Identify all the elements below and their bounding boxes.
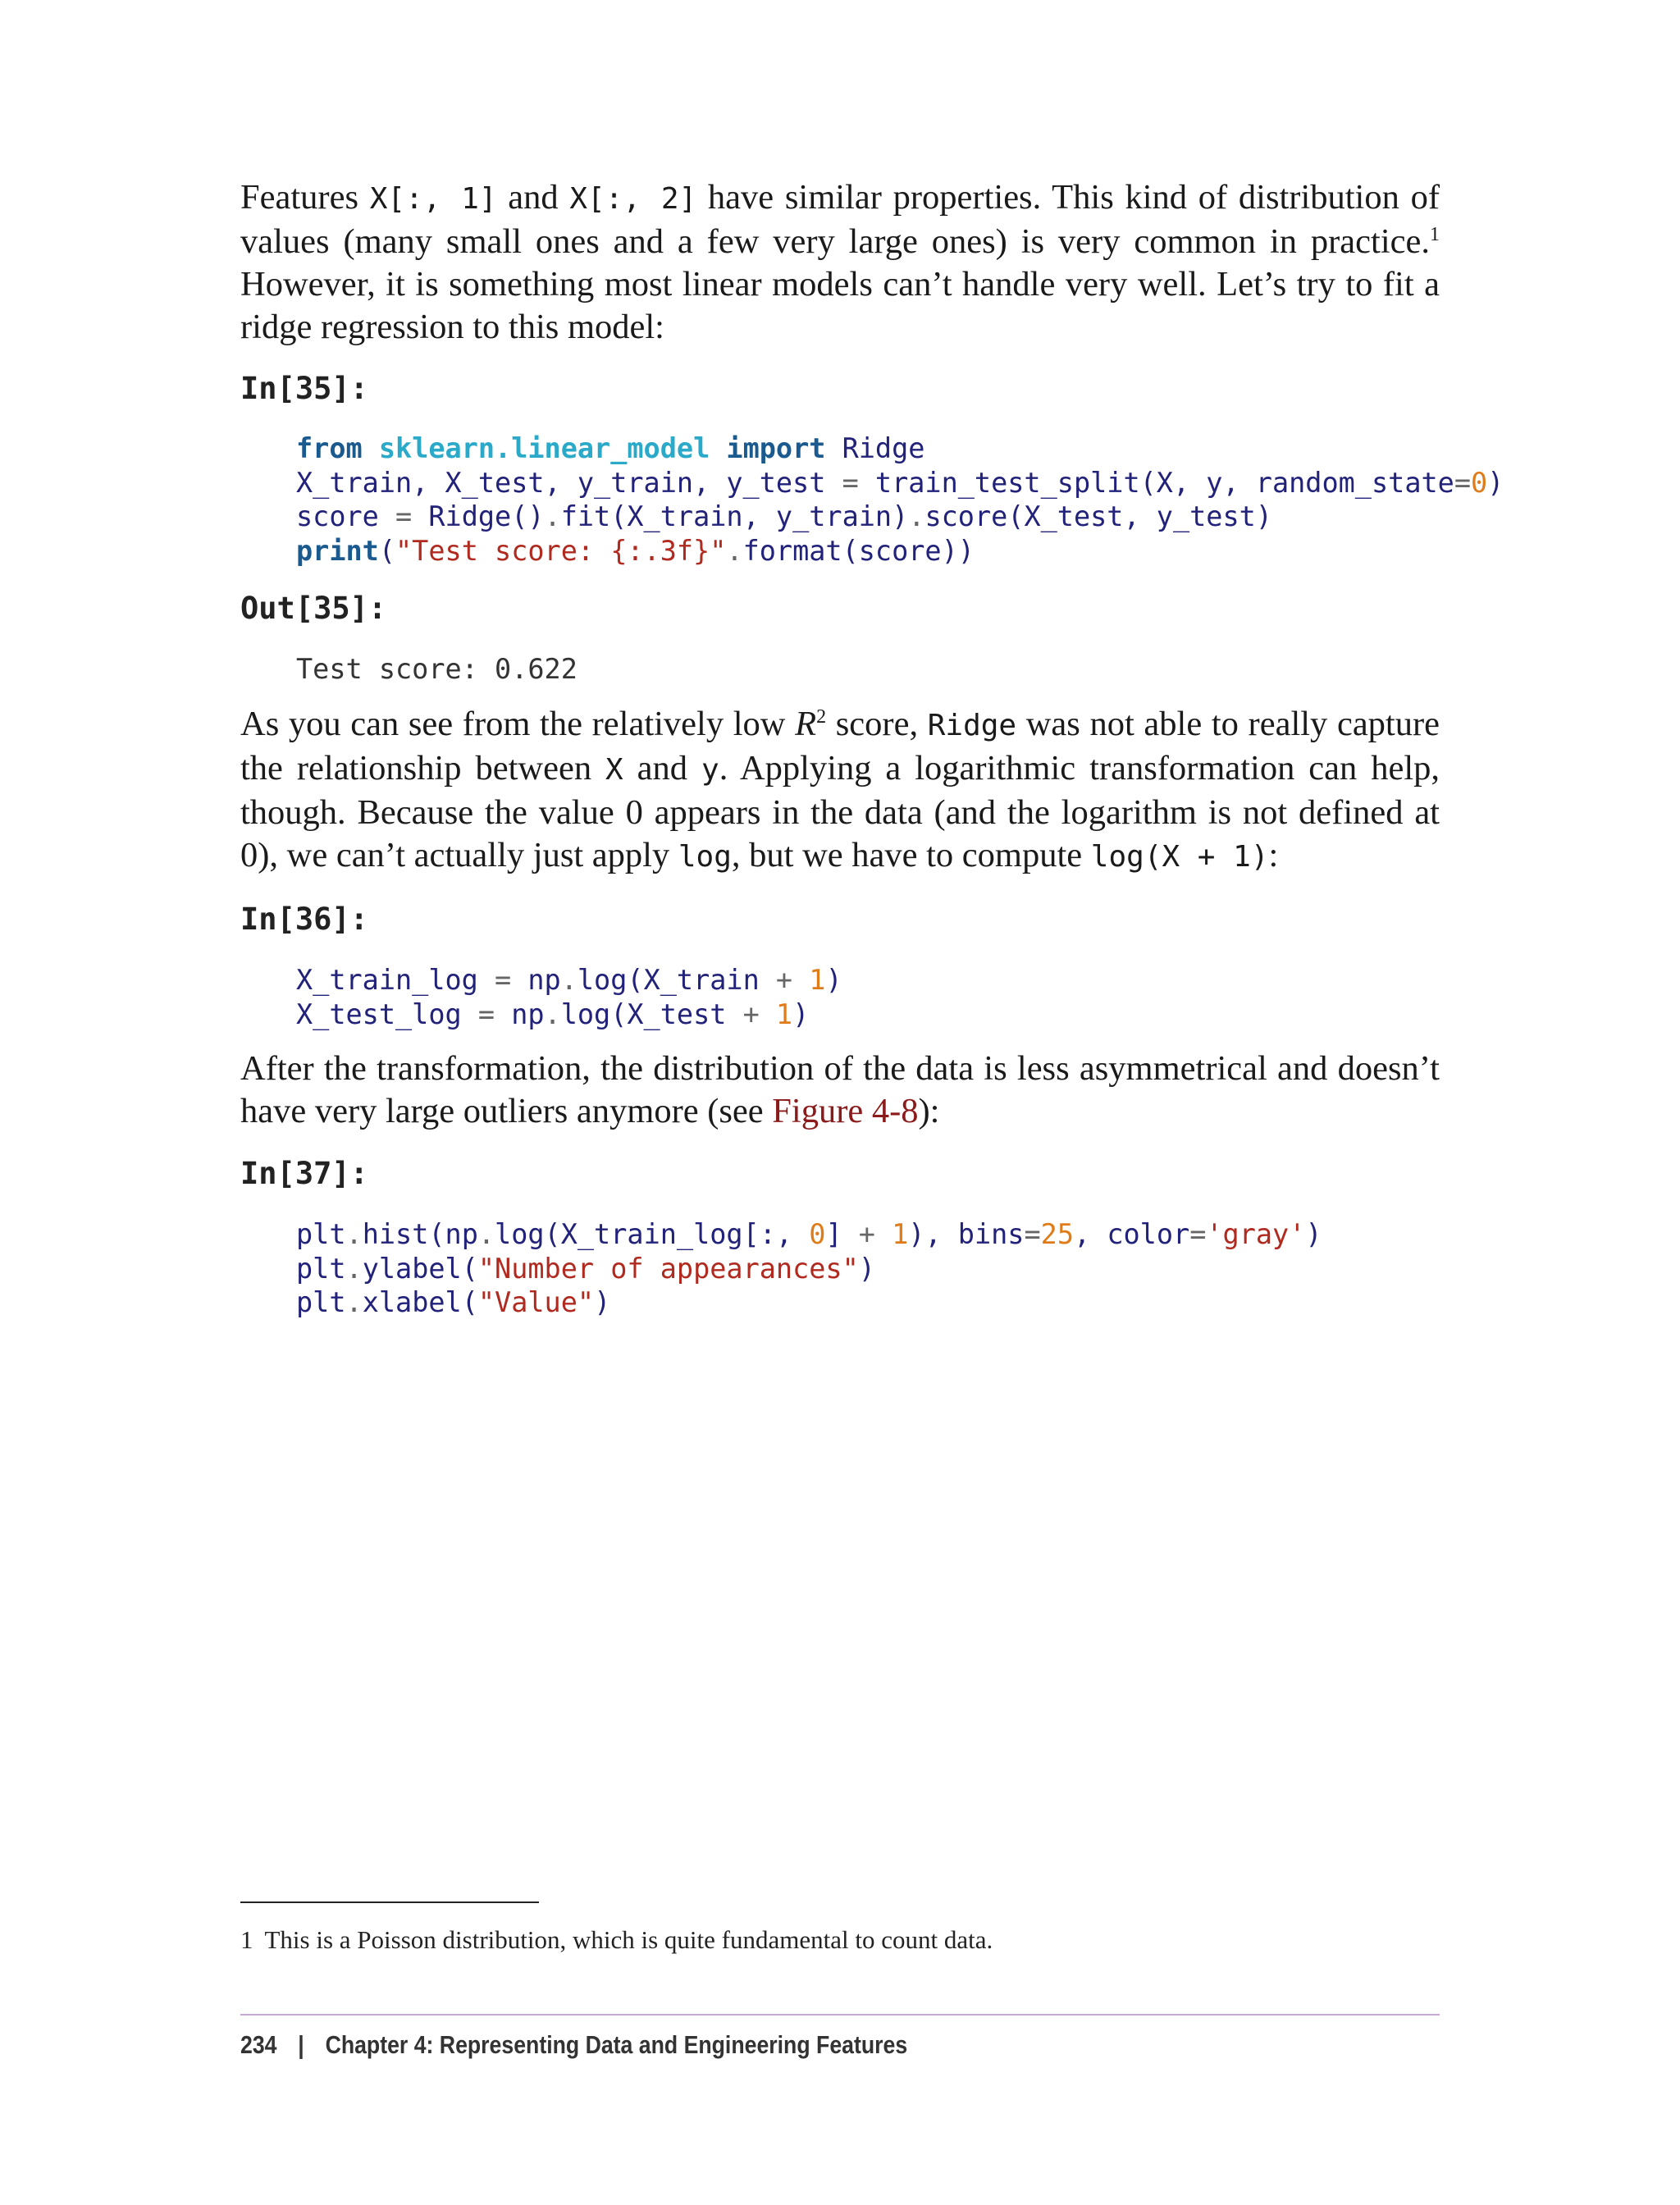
footnote-text: This is a Poisson distribution, which is quite fundamental to count data.	[264, 1925, 993, 1954]
text: Features	[240, 178, 370, 217]
inline-code: X	[605, 753, 623, 787]
code-line: plt.xlabel("Value")	[296, 1286, 611, 1318]
inline-code: X[:, 2]	[569, 182, 697, 216]
code-line: from sklearn.linear_model import Ridge	[296, 432, 925, 464]
paragraph-ridge-score: As you can see from the relatively low $R^2$ score, Ridge was not able to really capture the relationship between X and y. Applying a logarithmic transformation can help, though. Because the value 0 appears in the data (and the logarithm is not defined at 0), we can’t actually just apply log, but we have to compute log(X + 1):	[240, 705, 1440, 874]
paragraph-features	[240, 176, 1440, 349]
inline-code: X[:, 1]	[369, 182, 497, 216]
figure-link[interactable]: Figure 4-8	[772, 1092, 919, 1130]
output-block-out35: Test score: 0.622	[296, 653, 578, 685]
text: As you can see from the relatively low	[240, 705, 796, 743]
code-block-in37	[296, 1217, 1322, 1320]
page-footer	[240, 2029, 907, 2061]
code-line: X_test_log = np.log(X_test + 1)	[296, 998, 810, 1030]
inline-code: log(X + 1)	[1090, 840, 1269, 874]
cell-label-in37: In[37]:	[240, 1156, 368, 1191]
paragraph-after-transformation: After the transformation, the distribution of the data is less asymmetrical and doesn’t have very large outliers anymore (see Figure 4-8):	[240, 1049, 1440, 1130]
footer-separator: |	[298, 2030, 304, 2059]
footnote-marker[interactable]: 1	[1430, 223, 1440, 245]
code-block-in36	[296, 963, 842, 1031]
code-line: score = Ridge().fit(X_train, y_train).score(X_test, y_test)	[296, 500, 1272, 532]
inline-code: log	[678, 840, 732, 874]
text: After the transformation, the distribution of the data is less asymmetrical and doesn’t have very large outliers anymore (see	[240, 1049, 1440, 1130]
footnote	[240, 1924, 993, 1956]
code-line: plt.ylabel("Number of appearances")	[296, 1252, 875, 1285]
superscript: 2	[816, 705, 827, 728]
text: However, it is something most linear models can’t handle very well. Let’s try to fit a ridge regression to this model:	[240, 265, 1440, 346]
cell-label-in35: In[35]:	[240, 371, 368, 406]
footnote-divider	[240, 1901, 539, 1903]
cell-label-in36: In[36]:	[240, 902, 368, 937]
keyword: import	[726, 432, 826, 464]
module-name: sklearn.linear_model	[378, 432, 710, 464]
code-line: print("Test score: {:.3f}".format(score))	[296, 534, 975, 567]
keyword: from	[296, 432, 363, 464]
code-line: X_train, X_test, y_train, y_test = train_test_split(X, y, random_state=0)	[296, 466, 1504, 499]
text: have similar properties. This kind of distribution of values (many small ones and a few very large ones) is very common in practice.	[240, 178, 1440, 261]
inline-code: Ridge	[927, 709, 1017, 742]
code-line: plt.hist(np.log(X_train_log[:, 0] + 1), bins=25, color='gray')	[296, 1218, 1322, 1250]
page-number: 234	[240, 2030, 277, 2059]
code-line: X_train_log = np.log(X_train + 1)	[296, 964, 842, 996]
inline-code: y	[701, 753, 719, 787]
text: and	[496, 178, 570, 217]
cell-label-out35: Out[35]:	[240, 591, 387, 626]
footnote-number: 1	[240, 1925, 253, 1954]
math-r: R	[795, 705, 817, 743]
footer-divider	[240, 2014, 1440, 2016]
chapter-title: Chapter 4: Representing Data and Engineering Features	[325, 2030, 908, 2059]
code-block-in35	[296, 431, 1504, 568]
